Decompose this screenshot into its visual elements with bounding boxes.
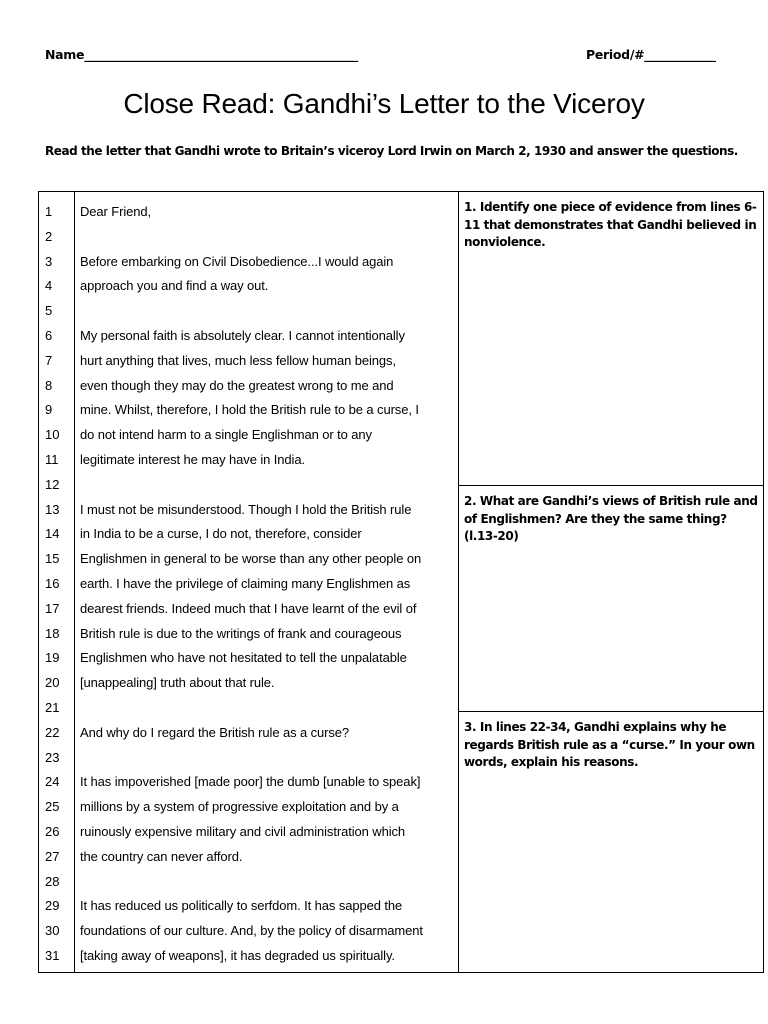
line-number: 6 [45,327,53,343]
letter-line: I must not be misunderstood. Though I hold the British rule [80,501,412,517]
letter-line: the country can never afford. [80,848,243,864]
line-number: 28 [45,873,60,889]
letter-line: Englishmen who have not hesitated to tell the unpalatable [80,650,407,666]
letter-line: in India to be a curse, I do not, therefore, consider [80,526,362,542]
letter-line [80,746,455,771]
line-number: 23 [45,749,60,765]
line-number: 4 [45,278,53,294]
letter-line [80,299,455,324]
line-number: 12 [45,476,60,492]
line-number: 5 [45,303,53,319]
line-number: 24 [45,774,60,790]
letter-line [80,696,455,721]
line-number: 31 [45,947,60,963]
line-number: 15 [45,551,60,567]
question-1: 1. Identify one piece of evidence from lines 6-11 that demonstrates that Gandhi believed in nonviolence. [464,200,757,249]
letter-line: dearest friends. Indeed much that I have learnt of the evil of [80,600,417,616]
line-number: 17 [45,600,60,616]
period-field-label: Period/#____________ [586,47,716,62]
line-number: 1 [45,204,53,219]
line-number: 7 [45,352,53,368]
line-number: 30 [45,923,60,939]
line-number: 8 [45,377,53,393]
question-3: 3. In lines 22-34, Gandhi explains why he regards British rule as a “curse.” In your own words, explain his reasons. [464,720,755,769]
letter-line: mine. Whilst, therefore, I hold the British rule to be a curse, I [80,402,419,418]
line-number-column [39,200,74,969]
letter-line: foundations of our culture. And, by the policy of disarmament [80,923,423,939]
line-number: 2 [45,228,53,244]
letter-line: [taking away of weapons], it has degraded us spiritually. [80,947,395,963]
letter-line: And why do I regard the British rule as a curse? [80,724,350,740]
page-title: Close Read: Gandhi’s Letter to the Viceroy [123,88,645,119]
letter-line: earth. I have the privilege of claiming many Englishmen as [80,575,411,591]
letter-line: legitimate interest he may have in India. [80,451,305,467]
line-number: 14 [45,526,60,542]
line-number: 18 [45,625,60,641]
letter-line: My personal faith is absolutely clear. I cannot intentionally [80,327,405,343]
letter-line [80,225,455,250]
line-number: 20 [45,675,60,691]
line-number: 11 [45,451,59,467]
line-number: 10 [45,427,60,443]
line-number: 19 [45,650,60,666]
column-divider [74,192,75,972]
name-field-label: Name______________________________________________ [45,47,358,62]
letter-text-column [80,200,455,969]
line-number: 29 [45,898,60,914]
letter-line: It has reduced us politically to serfdom. It has sapped the [80,898,403,914]
letter-line: Dear Friend, [80,204,152,219]
letter-line: hurt anything that lives, much less fellow human beings, [80,352,396,368]
letter-line: even though they may do the greatest wrong to me and [80,377,394,393]
line-number: 26 [45,823,60,839]
letter-line: approach you and find a way out. [80,278,269,294]
line-number: 16 [45,575,60,591]
line-number: 22 [45,724,60,740]
question-2: 2. What are Gandhi’s views of British rule and of Englishmen? Are they the same thing? (l.13-20) [464,494,758,543]
line-number: 13 [45,501,60,517]
line-number: 27 [45,848,60,864]
letter-line [80,870,455,895]
letter-line: ruinously expensive military and civil administration which [80,823,406,839]
letter-line: millions by a system of progressive exploitation and by a [80,799,399,815]
letter-line: British rule is due to the writings of frank and courageous [80,625,402,641]
question-divider [459,485,764,486]
column-divider [458,192,459,972]
question-divider [459,711,764,712]
line-number: 25 [45,799,60,815]
letter-line: do not intend harm to a single Englishman or to any [80,427,372,443]
line-number: 3 [45,253,53,269]
letter-line: [unappealing] truth about that rule. [80,675,275,691]
letter-line: Before embarking on Civil Disobedience...I would again [80,253,394,269]
letter-line [80,473,455,498]
line-number: 21 [45,699,60,715]
letter-line: Englishmen in general to be worse than any other people on [80,551,422,567]
instructions: Read the letter that Gandhi wrote to Britain’s viceroy Lord Irwin on March 2, 1930 and answer the questions. [45,144,738,158]
letter-line: It has impoverished [made poor] the dumb [unable to speak] [80,774,421,790]
letter-table [38,191,764,973]
line-number: 9 [45,402,53,418]
